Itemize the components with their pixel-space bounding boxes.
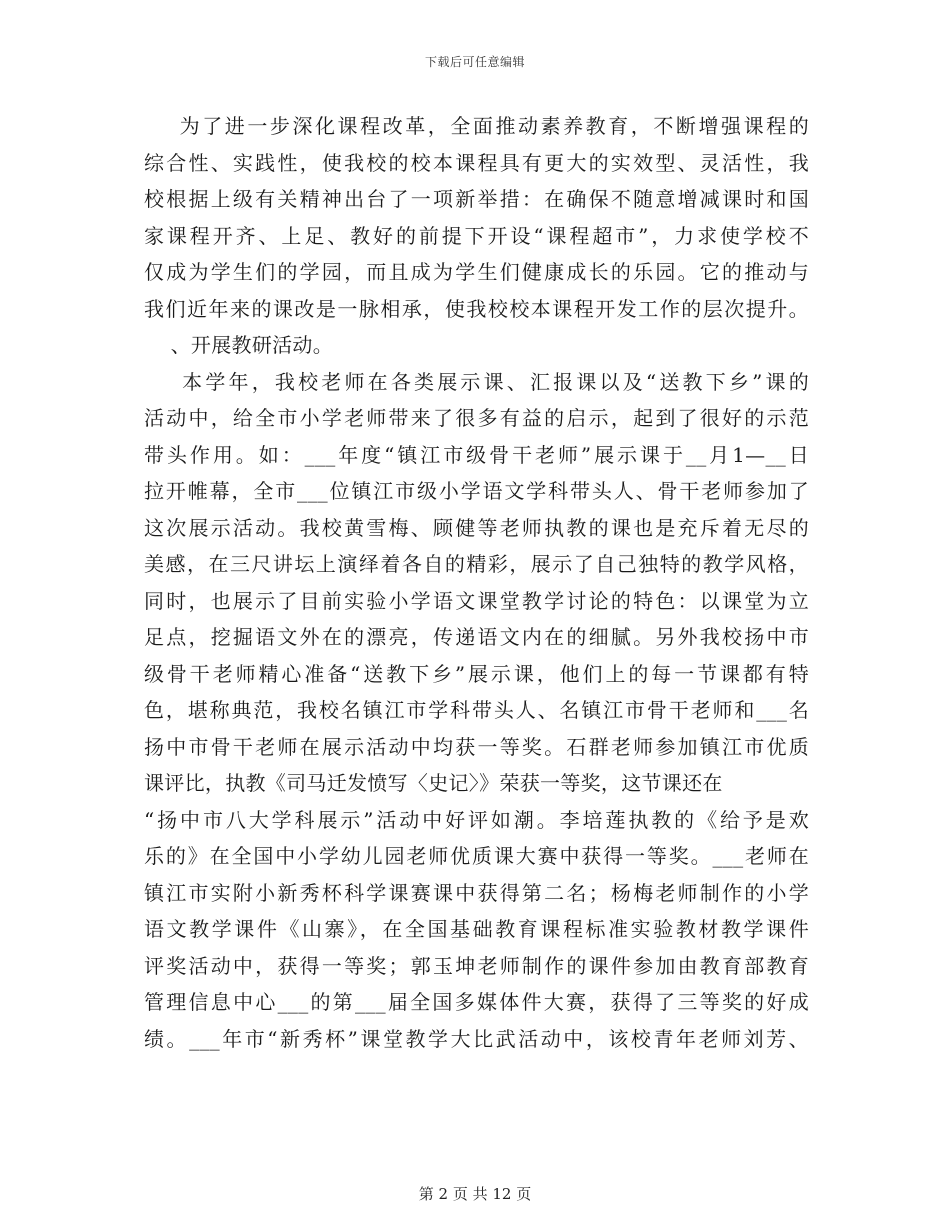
text-line: 管理信息中心___的第___届全国多媒体件大赛，获得了三等奖的好成 — [144, 990, 809, 1014]
text-line: 绩。___年市“新秀杯”课堂教学大比武活动中，该校青年老师刘芳、 — [144, 1026, 809, 1051]
text-line: 拉开帷幕，全市___位镇江市级小学语文学科带头人、骨干老师参加了 — [144, 479, 809, 503]
text-line: 带头作用。如：___年度“镇江市级骨干老师”展示课于__月1—__日 — [144, 442, 809, 467]
text-line: “扬中市八大学科展示”活动中好评如潮。李培莲执教的《给予是欢 — [144, 807, 809, 832]
text-line: 课评比，执教《司马迁发愤写〈史记〉》荣获一等奖，这节课还在 — [144, 771, 723, 795]
text-line: 活动中，给全市小学老师带来了很多有益的启示，起到了很好的示范 — [144, 406, 809, 430]
text-line: 镇江市实附小新秀杯科学课赛课中获得第二名；杨梅老师制作的小学 — [144, 880, 809, 905]
text-line: 为了进一步深化课程改革，全面推动素养教育，不断增强课程的 — [144, 114, 809, 138]
text-line: 这次展示活动。我校黄雪梅、顾健等老师执教的课也是充斥着无尽的 — [144, 515, 809, 540]
text-line: 家课程开齐、上足、教好的前提下开设“课程超市”，力求使学校不 — [144, 223, 809, 248]
text-line: 本学年，我校老师在各类展示课、汇报课以及“送教下乡”课的 — [144, 369, 809, 394]
text-line: 综合性、实践性，使我校的校本课程具有更大的实效型、灵活性，我 — [144, 150, 809, 175]
text-line: 色，堪称典范，我校名镇江市学科带头人、名镇江市骨干老师和___名 — [144, 698, 809, 722]
page-header: 下载后可任意编辑 — [424, 55, 525, 69]
text-line: 语文教学课件《山寨》，在全国基础教育课程标准实验教材教学课件 — [144, 917, 809, 941]
text-line: 评奖活动中，获得一等奖；郭玉坤老师制作的课件参加由教育部教育 — [144, 953, 809, 978]
text-line: 美感，在三尺讲坛上演绎着各自的精彩，展示了自己独特的教学风格， — [144, 552, 809, 576]
text-line: 我们近年来的课改是一脉相承，使我校校本课程开发工作的层次提升。 — [144, 296, 809, 321]
text-line: 乐的》在全国中小学幼儿园老师优质课大赛中获得一等奖。___老师在 — [144, 844, 809, 868]
text-line: 校根据上级有关精神出台了一项新举措：在确保不随意增减课时和国 — [144, 187, 809, 211]
text-line: 、开展教研活动。 — [144, 333, 334, 357]
text-line: 足点，挖掘语文外在的漂亮，传递语文内在的细腻。另外我校扬中市 — [144, 625, 809, 649]
text-line: 仅成为学生们的学园，而且成为学生们健康成长的乐园。它的推动与 — [144, 260, 809, 284]
document-body — [144, 108, 809, 1057]
text-line: 扬中市骨干老师在展示活动中均获一等奖。石群老师参加镇江市优质 — [144, 734, 809, 759]
text-line: 级骨干老师精心准备“送教下乡”展示课，他们上的每一节课都有特 — [144, 661, 809, 686]
page-footer: 第 2 页 共 12 页 — [418, 1185, 532, 1203]
text-line: 同时，也展示了目前实验小学语文课堂教学讨论的特色：以课堂为立 — [144, 588, 809, 613]
